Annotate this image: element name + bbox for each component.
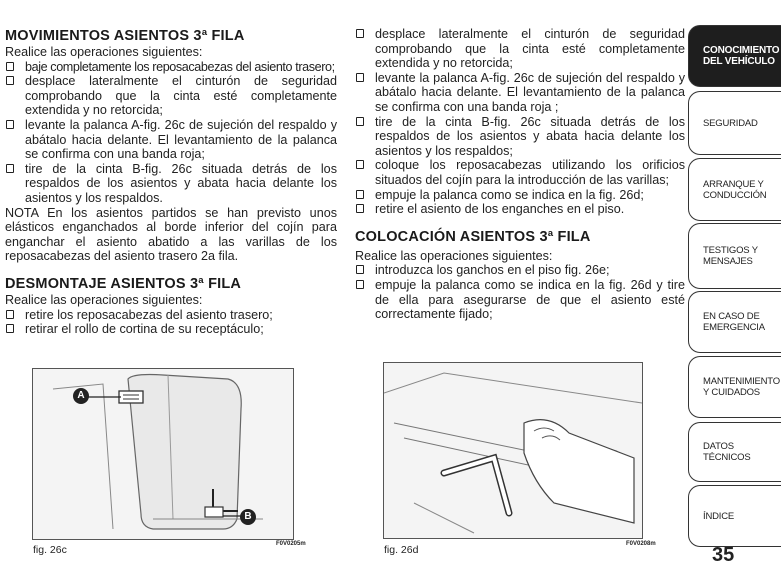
checkbox-bullet-icon [356,160,364,169]
tab-indice[interactable]: ÍNDICE [688,485,781,547]
section-heading-desmontaje: DESMONTAJE ASIENTOS 3ª FILA [5,275,242,292]
list-item: introduzca los ganchos en el piso fig. 26e; [355,263,685,278]
figure-26d-illustration [383,362,643,539]
bullet-list-colocacion [355,263,685,321]
note-text: NOTA En los asientos partidos se han previsto unos elásticos enganchados al borde inferior del cojín para enganchar el asiento abatido a las varillas de los reposacabezas del asiento trasero 2a fila. [5,205,337,264]
list-item: levante la palanca A-fig. 26c de sujeción del respaldo y abátalo hacia delante. El levantamiento de la palanca se confirma con una banda roja; [5,118,337,162]
marker-b-callout: B [240,509,256,525]
list-item: coloque los reposacabezas utilizando los orificios situados del cojín para la introducción de las varillas; [355,158,685,187]
checkbox-bullet-icon [356,117,364,126]
list-item: baje completamente los reposacabezas del asiento trasero; [5,60,337,75]
figure-code-26c: F0V0205m [276,541,306,547]
intro-text: Realice las operaciones siguientes: [355,248,553,263]
checkbox-bullet-icon [6,62,14,71]
checkbox-bullet-icon [356,73,364,82]
list-item: desplace lateralmente el cinturón de seguridad comprobando que la cinta esté completamente extendida y no retorcida; [355,27,685,71]
checkbox-bullet-icon [6,324,14,333]
figure-caption-26c: fig. 26c [33,544,67,556]
figure-code-26d: F0V0208m [626,541,656,547]
page-number: 35 [712,544,735,566]
list-item: tire de la cinta B-fig. 26c situada detrás de los respaldos de los asientos y abata hacia delante los asientos y los respaldos. [5,162,337,206]
figure-caption-26d: fig. 26d [384,544,419,556]
marker-a-callout: A [73,388,89,404]
figure-26c-illustration [32,368,294,540]
bullet-list-movimientos [5,60,337,206]
list-item: tire de la cinta B-fig. 26c situada detrás de los respaldos de los asientos y abata hacia delante los asientos y los respaldos; [355,115,685,159]
checkbox-bullet-icon [356,29,364,38]
tab-testigos[interactable]: TESTIGOS Y MENSAJES [688,223,781,289]
tab-datos-tecnicos[interactable]: DATOS TÉCNICOS [688,422,781,482]
tab-arranque[interactable]: ARRANQUE Y CONDUCCIÓN [688,158,781,221]
checkbox-bullet-icon [356,190,364,199]
checkbox-bullet-icon [356,265,364,274]
list-item: retire los reposacabezas del asiento trasero; [5,308,337,323]
intro-text: Realice las operaciones siguientes: [5,45,203,59]
bullet-list-continued [355,27,685,217]
list-item: empuje la palanca como se indica en la fig. 26d y tire de ella para asegurarse de que el asiento esté correctamente fijado; [355,278,685,322]
floor-hook-drawing [384,363,642,538]
list-item: retirar el rollo de cortina de su receptáculo; [5,322,337,337]
list-item: desplace lateralmente el cinturón de seguridad comprobando que la cinta esté completamente extendida y no retorcida; [5,74,337,118]
checkbox-bullet-icon [6,76,14,85]
intro-text: Realice las operaciones siguientes: [5,292,203,307]
checkbox-bullet-icon [6,164,14,173]
section-heading-colocacion: COLOCACIÓN ASIENTOS 3ª FILA [355,228,591,245]
list-item: levante la palanca A-fig. 26c de sujeción del respaldo y abátalo hacia delante. El levantamiento de la palanca se confirma con una banda roja ; [355,71,685,115]
section-heading-movimientos: MOVIMIENTOS ASIENTOS 3ª FILA [5,28,245,44]
checkbox-bullet-icon [356,204,364,213]
checkbox-bullet-icon [6,120,14,129]
tab-seguridad[interactable]: SEGURIDAD [688,91,781,155]
tab-emergencia[interactable]: EN CASO DE EMERGENCIA [688,291,781,353]
checkbox-bullet-icon [6,310,14,319]
checkbox-bullet-icon [356,280,364,289]
tab-conocimiento[interactable]: CONOCIMIENTO DEL VEHÍCULO [688,25,781,87]
list-item: empuje la palanca como se indica en la fig. 26d; [355,188,685,203]
list-item: retire el asiento de los enganches en el piso. [355,202,685,217]
tab-mantenimiento[interactable]: MANTENIMIENTO Y CUIDADOS [688,356,781,418]
bullet-list-desmontaje [5,308,337,337]
